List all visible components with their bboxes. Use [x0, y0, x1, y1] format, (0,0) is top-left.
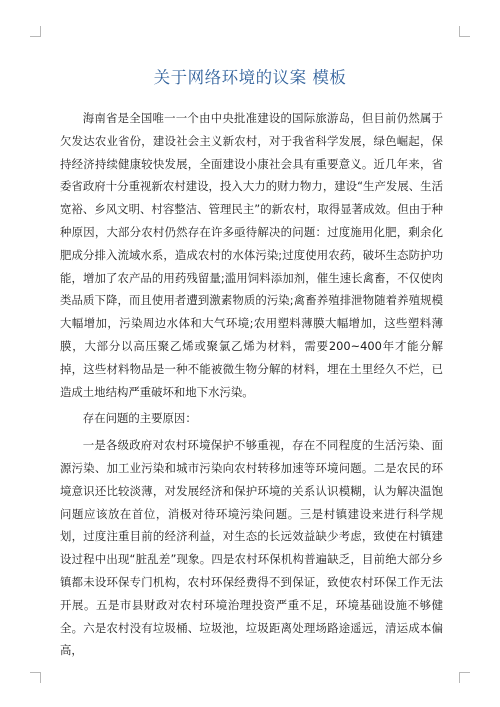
- paragraph-intro: 海南省是全国唯一一个由中央批准建设的国际旅游岛，但目前仍然属于欠发达农业省份，建设社会主义新农村，对于我省科学发展，绿色崛起，保持经济持续健康较快发展，全面建设小康社会具有重要意义。近几年来，省委省政府十分重视新农村建设，投入大力的财力物力，建设“生产发展、生活宽裕、乡风文明、村容整洁、管理民主”的新农村，取得显著成效。但由于种种原因，大部分农村仍然存在许多亟待解决的问题：过度施用化肥，剩余化肥成分排入流域水系，造成农村的水体污染;过度使用农药，破坏生态防护功能，增加了农产品的用药残留量;滥用饲料添加剂，催生速长禽畜，不仅使肉类品质下降，而且使用者遭到激素物质的污染;禽畜养殖排泄物随着养殖规模大幅增加，污染周边水体和大气环境;农用塑料薄膜大幅增加，这些塑料薄膜，大部分以高压聚乙烯或聚氯乙烯为材料，需要200~400年才能分解掉，这些材料物品是一种不能被微生物分解的材料，埋在土里经久不烂，已造成土地结构严重破坏和地下水污染。: [60, 111, 443, 399]
- crop-mark-top-left: [30, 26, 41, 37]
- crop-mark-top-right: [459, 26, 470, 37]
- crop-mark-bottom-right: [459, 672, 470, 683]
- paragraph-causes: 一是各级政府对农村环境保护不够重视，存在不同程度的生活污染、面源污染、加工业污染和城市污染向农村转移加速等环境问题。二是农民的环境意识还比较淡薄，对发展经济和保护环境的关系认识模糊，认为解决温饱问题应该放在首位，消极对待环境污染问题。三是村镇建设来进行科学规划，过度注重目前的经济利益，对生态的长远效益缺少考虑，致使在村镇建设过程中出现“脏乱差”现象。四是农村环保机构普遍缺乏，目前绝大部分乡镇都未设环保专门机构，农村环保经费得不到保证，致使农村环保工作无法开展。五是市县财政对农村环境治理投资严重不足，环境基础设施不够健全。六是农村没有垃圾桶、垃圾池，垃圾距离处理场路途遥远，清运成本偏高，: [60, 438, 443, 658]
- crop-mark-bottom-left: [30, 672, 41, 683]
- document-body: [60, 107, 443, 662]
- paragraph-causes-heading: 存在问题的主要原因：: [82, 411, 197, 426]
- document-title: 关于网络环境的议案 模板: [153, 68, 347, 87]
